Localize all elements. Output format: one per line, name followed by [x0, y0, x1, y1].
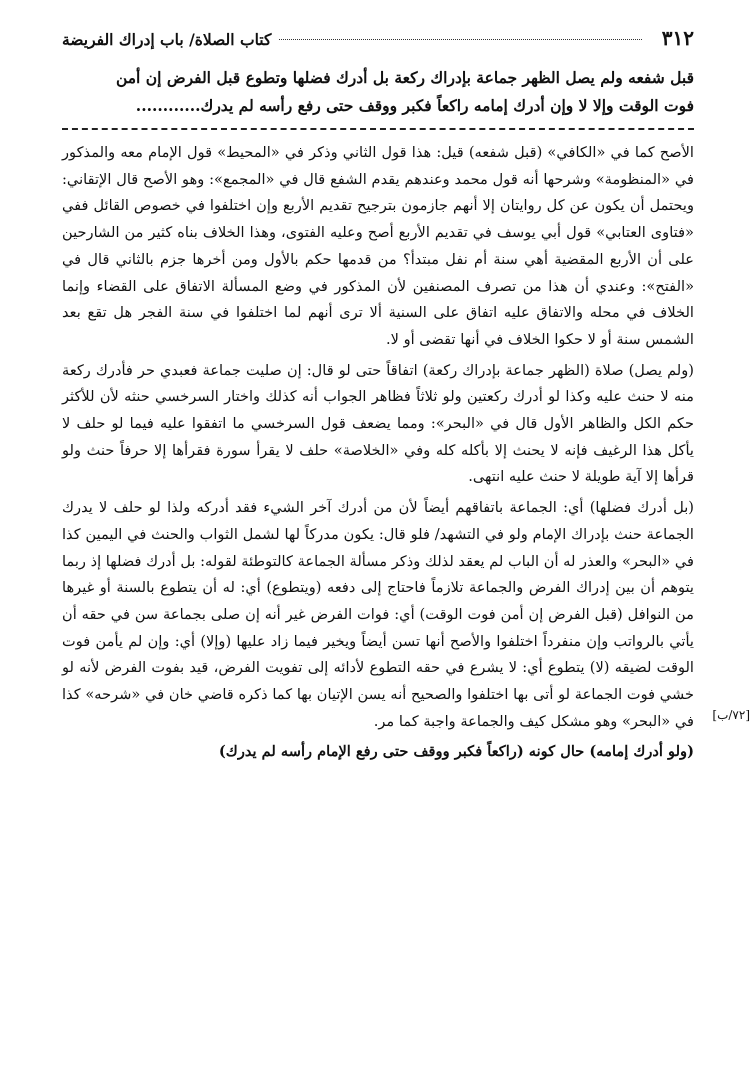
commentary-paragraph-3: (بل أدرك فضلها) أي: الجماعة باتفاقهم أيضاً لأن من أدرك آخر الشيء فقد أدركه ولذا لو حلف لا يدرك الجماعة حنث بإدراك الإمام ولو في التشهد/ فلو قال: يكون مدركاً لها لشمل الثواب والحنث في اليمين كذا في «البحر» والعذر له أن الباب لم يعقد لذلك وذكر مسألة الجماعة كالتوطئة لقوله: بل أدرك فضلها إذ ربما يتوهم أن بين إدراك الفرض والجماعة تلازماً فاحتاج إلى دفعه (ويتطوع) أي: له أن يتطوع بالسنة أو غيرها من النوافل (قبل الفرض إن أمن فوت الوقت) أي: فوات الفرض غير أنه إن صلى بجماعة سن في حقه أن يأتي بالرواتب وإن منفرداً اختلفوا والأصح أنها تسن أيضاً ويخير فيما زاد عليها (وإلا) أي: وإن لم يأمن فوت الوقت لضيقه (لا) يتطوع أي: لا يشرع في حقه التطوع لأدائه إلى تفويت الفرض، قيد بفوت الفرض لأنه لو خشي فوت الجماعة لو أتى بها اختلفوا والصحيح أنه يسن الإتيان بها كما ذكره قاضي خان في «شرحه» كذا في «البحر» وهو مشكل كيف والجماعة واجبة كما مر.	[61, 499, 694, 730]
commentary	[62, 140, 694, 766]
header-dotted-rule	[279, 39, 641, 40]
dashed-divider	[62, 128, 694, 130]
page-number: ٣١٢	[661, 26, 694, 50]
running-title: كتاب الصلاة/ باب إدراك الفريضة	[62, 30, 272, 49]
matn-line-1: قبل شفعه ولم يصل الظهر جماعة بإدراك ركعة بل أدرك فضلها وتطوع قبل الفرض إن أمن	[115, 68, 694, 87]
commentary-paragraph-2: (ولم يصل) صلاة (الظهر جماعة بإدراك ركعة) اتفاقاً حتى لو قال: إن صليت جماعة فعبدي حر فأدرك ركعة منه لا حنث عليه وكذا لو أدرك ركعتين ولو ثلاثاً فظاهر الجواب أنه كذلك واختار السرخسي حنثه لأن للأكثر حكم الكل والظاهر الأول قال في «البحر»: ومما يضعف قول السرخسي ما اتفقوا عليه فيما لو حلف لا يأكل هذا الرغيف فإنه لا يحنث إلا بأكله كله وفي «الخلاصة» حلف لا يقرأ سورة فقرأها إلا حرفاً حنث ولو قرأها إلا آية طويلة لا حنث عليه انتهى.	[62, 361, 694, 486]
manuscript-folio-note: [٧٢/ب]	[712, 708, 750, 722]
matn-line-2: فوت الوقت وإلا لا وإن أدرك إمامه راكعاً فكبر ووقف حتى رفع رأسه لم يدرك............	[135, 96, 694, 115]
commentary-paragraph-4: (ولو أدرك إمامه) حال كونه (راكعاً فكبر ووقف حتى رفع الإمام رأسه لم يدرك)	[218, 743, 694, 761]
page-header	[62, 26, 694, 58]
page	[61, 26, 750, 766]
matn-text	[62, 64, 694, 120]
commentary-paragraph-1: الأصح كما في «الكافي» (قبل شفعه) قيل: هذا قول الثاني وذكر في «المحيط» قول الإمام معه والمذكور في «المنظومة» وشرحها أنه قول محمد وعندهم يقدم الشفع قال في «المجمع»: وهو الأصح قال الإتقاني: ويحتمل أن يكون عن كل روايتان إلا أنهم جازمون بترجيح تقديم الأربع وإن اختلفوا في خصوص القائل ففي «فتاوى العتابي» قول أبي يوسف في تقديم الأربع أصح وعليه الفتوى، وهذا الخلاف بناه كثير من الشارحين على أن الأربع المقضية أهي سنة أم نفل مبتدأ؟ من قدمها حكم بالأول ومن أخرها جزم بالثاني قال في «الفتح»: وعندي أن هذا من تصرف المصنفين لأن المذكور في وضع المسألة الاتفاق على القضاء وإنما الخلاف في محله والاتفاق عليه اتفاق على السنية ألا ترى أنهم لما اختلفوا في سنة الفجر هل تقع بعد الشمس سنة أو لا حكوا الخلاف في أنها تقضى أو لا.	[62, 144, 694, 348]
